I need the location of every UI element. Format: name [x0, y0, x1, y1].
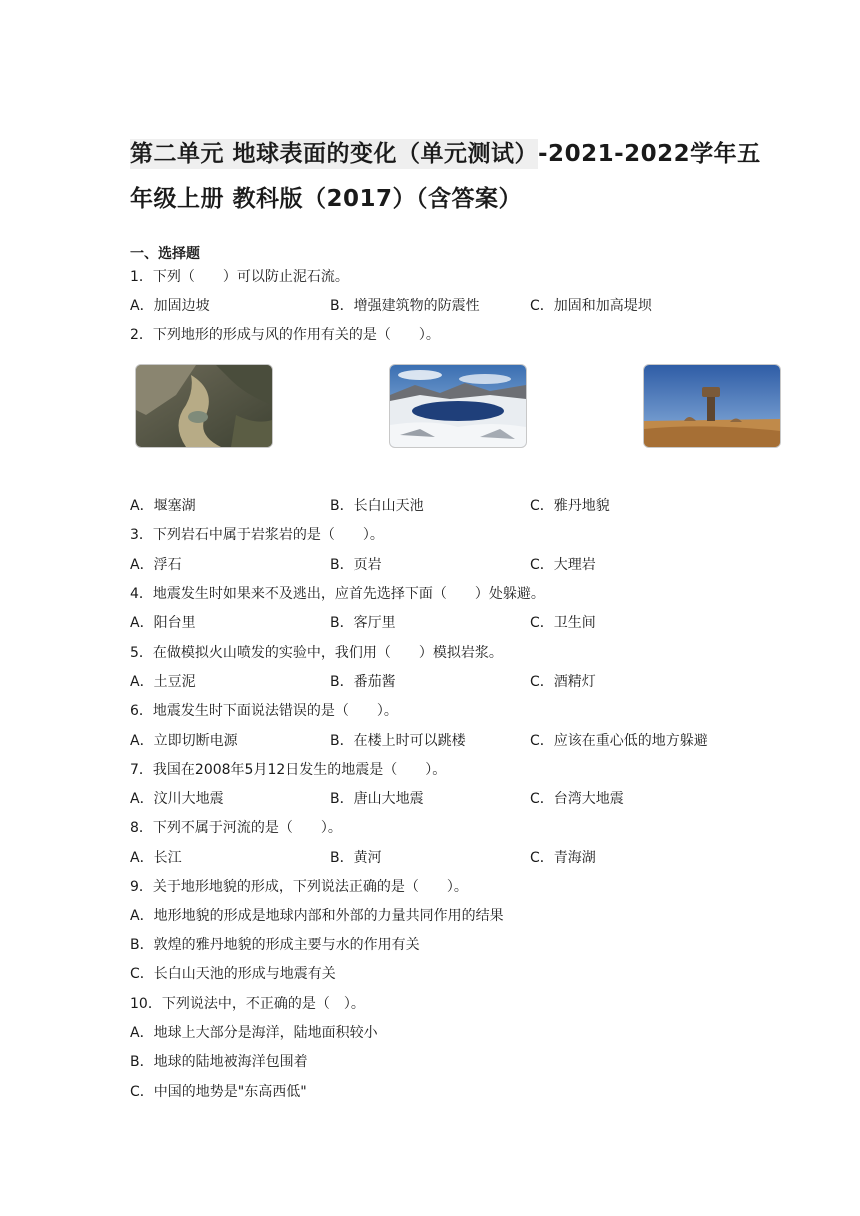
document-title-line-1	[130, 135, 761, 168]
document-title-line-2: 年级上册 教科版（2017）（含答案）	[130, 186, 523, 212]
question-9: 9．关于地形地貌的形成，下列说法正确的是（ ）。	[130, 879, 468, 895]
q9-option-c: C．长白山天池的形成与地震有关	[130, 966, 336, 982]
q10-option-c: C．中国的地势是"东高西低"	[130, 1084, 307, 1100]
yardang-landform-photo	[643, 364, 781, 448]
q6-option-b: B．在楼上时可以跳楼	[330, 733, 466, 749]
q4-option-b: B．客厅里	[330, 615, 396, 631]
q7-option-c: C．台湾大地震	[530, 791, 624, 807]
q2-option-c: C．雅丹地貌	[530, 498, 610, 514]
q2-option-b: B．长白山天池	[330, 498, 424, 514]
question-5: 5．在做模拟火山喷发的实验中，我们用（ ）模拟岩浆。	[130, 645, 503, 661]
q9-option-a: A．地形地貌的形成是地球内部和外部的力量共同作用的结果	[130, 908, 504, 924]
q4-option-c: C．卫生间	[530, 615, 596, 631]
q8-option-a: A．长江	[130, 850, 182, 866]
q8-option-c: C．青海湖	[530, 850, 596, 866]
q5-option-c: C．酒精灯	[530, 674, 596, 690]
q5-option-b: B．番茄酱	[330, 674, 396, 690]
q3-option-c: C．大理岩	[530, 557, 596, 573]
title-year-part: -2021-2022学年五	[538, 141, 761, 167]
question-6: 6．地震发生时下面说法错误的是（ ）。	[130, 703, 398, 719]
question-4: 4．地震发生时如果来不及逃出，应首先选择下面（ ）处躲避。	[130, 586, 545, 602]
q4-option-a: A．阳台里	[130, 615, 196, 631]
q7-option-b: B．唐山大地震	[330, 791, 424, 807]
q8-option-b: B．黄河	[330, 850, 382, 866]
q9-option-b: B．敦煌的雅丹地貌的形成主要与水的作用有关	[130, 937, 420, 953]
q2-option-a: A．堰塞湖	[130, 498, 196, 514]
q1-option-a: A．加固边坡	[130, 298, 210, 314]
q6-option-a: A．立即切断电源	[130, 733, 238, 749]
q5-option-a: A．土豆泥	[130, 674, 196, 690]
question-10: 10．下列说法中，不正确的是（ ）。	[130, 996, 365, 1012]
question-8: 8．下列不属于河流的是（ ）。	[130, 820, 342, 836]
q10-option-a: A．地球上大部分是海洋，陆地面积较小	[130, 1025, 378, 1041]
section-heading: 一、选择题	[130, 246, 200, 262]
question-1: 1．下列（ ）可以防止泥石流。	[130, 269, 349, 285]
question-3: 3．下列岩石中属于岩浆岩的是（ ）。	[130, 527, 384, 543]
q3-option-b: B．页岩	[330, 557, 382, 573]
changbaishan-tianchi-photo	[389, 364, 527, 448]
q6-option-c: C．应该在重心低的地方躲避	[530, 733, 708, 749]
q1-option-c: C．加固和加高堤坝	[530, 298, 652, 314]
question-7: 7．我国在2008年5月12日发生的地震是（ ）。	[130, 762, 447, 778]
barrier-lake-photo	[135, 364, 273, 448]
title-highlighted-part: 第二单元 地球表面的变化（单元测试）	[130, 141, 539, 167]
q1-option-b: B．增强建筑物的防震性	[330, 298, 480, 314]
question-2: 2．下列地形的形成与风的作用有关的是（ ）。	[130, 327, 440, 343]
q10-option-b: B．地球的陆地被海洋包围着	[130, 1054, 308, 1070]
q7-option-a: A．汶川大地震	[130, 791, 224, 807]
q3-option-a: A．浮石	[130, 557, 182, 573]
